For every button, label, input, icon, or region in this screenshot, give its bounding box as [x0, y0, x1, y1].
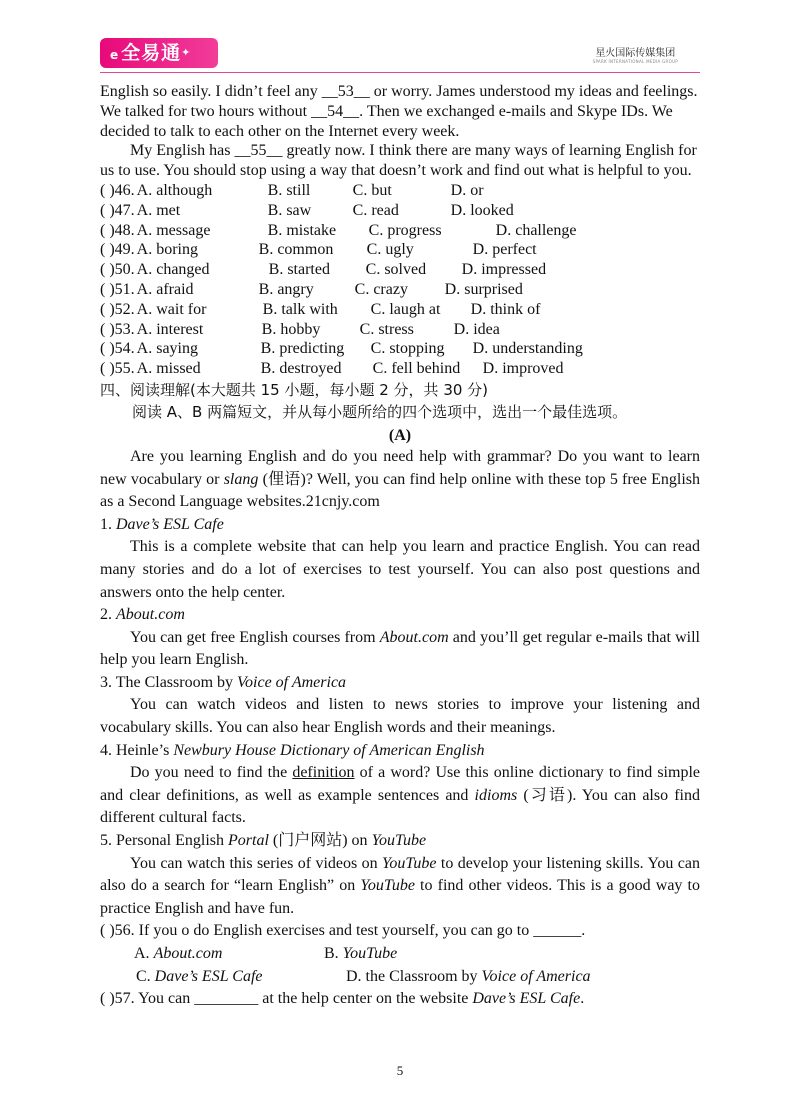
site-heading-3	[100, 672, 700, 695]
option-d: D. idea	[453, 320, 500, 338]
question-number: ( )50.	[100, 261, 135, 279]
text-span: Are you learning English and do you need help with grammar? Do you want to learn new vocabulary or	[100, 447, 700, 488]
option-c	[136, 966, 346, 989]
option-b: B. mistake	[267, 221, 337, 239]
site-title: Newbury House Dictionary of American English	[173, 741, 485, 759]
option-a: A. saying	[136, 340, 198, 358]
option-c: C. but	[352, 181, 392, 199]
option-a: A. message	[136, 221, 211, 239]
reading-intro	[100, 446, 700, 514]
option-a: A. missed	[136, 360, 201, 378]
question-56: ( )56. If you o do English exercises and test yourself, you can go to ______.	[100, 922, 586, 940]
option-a: A. boring	[136, 241, 198, 259]
option-d: D. understanding	[472, 340, 583, 358]
option-text: YouTube	[342, 945, 398, 963]
option-row	[100, 300, 700, 320]
site-heading-1	[100, 514, 700, 537]
passage-paragraph: English so easily. I didn’t feel any __53__ or worry. James understood my ideas and feelings. We talked for two hours without __54__. Then we exchanged e-mails and Skype IDs. We decided to talk to each other on the Internet every week.	[100, 83, 698, 140]
site-title-inline: YouTube	[360, 877, 415, 895]
question-56-options-row2	[100, 966, 700, 989]
text-span: to find other videos. This is a good way to practice English and have fun.	[100, 877, 700, 917]
text-span: (俚语)? Well, you can find help online with these top 5 free English as a Second Language websites.21cnjy.com	[100, 470, 700, 511]
option-a: A. wait for	[136, 300, 207, 318]
option-b: B. destroyed	[260, 360, 342, 378]
option-a: A. interest	[136, 320, 204, 338]
option-row	[100, 221, 700, 241]
logo-text: 全易通	[121, 42, 182, 64]
site-title-inline: About.com	[379, 628, 449, 646]
page-content	[100, 82, 700, 1011]
site-number: 1.	[100, 515, 116, 533]
text-span: of a word? Use this online dictionary to find simple and clear definitions, as well as example sentences and	[100, 764, 700, 804]
option-a: A. afraid	[136, 280, 194, 298]
option-d: D. challenge	[495, 221, 577, 239]
page-header	[100, 38, 700, 72]
option-c: C. fell behind	[372, 360, 461, 378]
option-row	[100, 359, 700, 379]
option-text: About.com	[153, 945, 223, 963]
option-row	[100, 201, 700, 221]
option-text: Dave’s ESL Cafe	[154, 967, 263, 985]
site-heading-5	[100, 830, 700, 853]
question-number: ( )53.	[100, 320, 135, 338]
option-row	[100, 320, 700, 340]
option-d: D. or	[450, 181, 484, 199]
option-d: D. impressed	[461, 261, 547, 279]
option-b: B. still	[267, 181, 311, 199]
part-title: (A)	[388, 426, 412, 444]
text-span: (门户网站) on	[268, 832, 372, 850]
option-a: A. changed	[136, 261, 210, 279]
text-span: and you’ll get regular e-mails that will help you learn English.	[100, 628, 700, 669]
question-57	[100, 988, 700, 1011]
question-number: ( )51.	[100, 280, 135, 298]
site-title: About.com	[116, 606, 185, 624]
question-number: ( )49.	[100, 241, 135, 259]
site-number: 5. Personal English	[100, 832, 228, 850]
section-heading: 四、阅读理解(本大题共 15 小题，每小题 2 分，共 30 分)	[100, 380, 489, 399]
option-a	[134, 943, 324, 966]
option-c: C. crazy	[354, 280, 408, 298]
text-span: You can get free English courses from	[130, 628, 380, 646]
section-instruction: 阅读 A、B 两篇短文，并从每小题所给的四个选项中，选出一个最佳选项。	[132, 402, 628, 421]
option-a: A. met	[136, 201, 181, 219]
option-d: D. improved	[482, 360, 564, 378]
brand-name-en: SPARK INTERNATIONAL MEDIA GROUP	[592, 59, 678, 64]
option-c: C. stopping	[370, 340, 445, 358]
option-b: B. talk with	[262, 300, 338, 318]
question-number: ( )54.	[100, 340, 135, 358]
option-c: C. ugly	[366, 241, 414, 259]
brand-name-cn: 星火国际传媒集团	[595, 48, 676, 59]
option-c: C. laugh at	[370, 300, 441, 318]
site-number: 2.	[100, 606, 116, 624]
option-row	[100, 280, 700, 300]
text-span: to develop your listening skills. You can also do a search for “learn English” on	[100, 854, 700, 895]
question-number: ( )48.	[100, 221, 135, 239]
option-d: D. surprised	[444, 280, 523, 298]
option-letter: B.	[324, 945, 343, 963]
header-divider	[100, 72, 700, 73]
text-span: (习语). You can also find different cultural facts.	[100, 786, 700, 827]
site-description-4	[100, 762, 700, 830]
option-row	[100, 260, 700, 280]
option-letter: A.	[134, 945, 154, 963]
cloze-options	[100, 181, 700, 379]
question-number: ( )46.	[100, 181, 135, 199]
option-b: B. common	[258, 241, 334, 259]
question-number: ( )47.	[100, 201, 135, 219]
question-56-options-row1	[100, 943, 700, 966]
option-row	[100, 181, 700, 201]
option-c: C. progress	[368, 221, 442, 239]
site-title-inline: YouTube	[381, 854, 437, 872]
question-stem: ( )57. You can ________ at the help center on the website	[100, 990, 473, 1008]
option-c: C. stress	[359, 320, 414, 338]
text-span: You can watch this series of videos on	[130, 854, 382, 872]
passage-paragraph: My English has __55__ greatly now. I think there are many ways of learning English for us to use. You should stop using a way that doesn’t work and find out what is helpful to you.	[100, 142, 697, 180]
site-description-2	[100, 627, 700, 672]
option-a: A. although	[136, 181, 213, 199]
site-heading-2	[100, 604, 700, 627]
text-span: Do you need to find the	[130, 764, 293, 782]
option-b: B. saw	[267, 201, 312, 219]
logo: e 全易通✦	[100, 38, 218, 68]
option-b: B. started	[268, 261, 330, 279]
site-description-3: You can watch videos and listen to news stories to improve your listening and vocabulary skills. You can also hear English words and their meanings.	[100, 696, 700, 737]
site-description-1: This is a complete website that can help you learn and practice English. You can read many stories and do a lot of exercises to test yourself. You can also post questions and answers onto the help center.	[100, 538, 700, 601]
option-c: C. read	[352, 201, 399, 219]
option-b: B. hobby	[261, 320, 321, 338]
option-d	[346, 968, 591, 985]
option-text: Voice of America	[481, 967, 591, 985]
option-d: D. perfect	[472, 241, 537, 259]
term-slang: slang	[223, 470, 259, 488]
publisher-brand	[593, 44, 678, 64]
option-letter: D. the Classroom by	[346, 967, 482, 985]
site-description-5	[100, 853, 700, 921]
site-title: YouTube	[371, 832, 427, 850]
option-row	[100, 240, 700, 260]
site-heading-4	[100, 740, 700, 763]
option-c: C. solved	[365, 261, 427, 279]
text-span: .	[580, 990, 585, 1008]
term-idioms: idioms	[474, 786, 518, 804]
option-row	[100, 339, 700, 359]
site-title: Voice of America	[237, 673, 347, 691]
site-title: Dave’s ESL Cafe	[116, 515, 224, 533]
option-letter: C.	[136, 967, 155, 985]
option-d: D. looked	[450, 201, 514, 219]
option-b: B. angry	[258, 280, 314, 298]
option-d: D. think of	[470, 300, 541, 318]
question-number: ( )52.	[100, 300, 135, 318]
underlined-word: definition	[292, 764, 355, 782]
option-b	[324, 945, 397, 962]
option-b: B. predicting	[260, 340, 345, 358]
site-title-inline: Dave’s ESL Cafe	[472, 990, 581, 1008]
question-number: ( )55.	[100, 360, 135, 378]
term-portal: Portal	[228, 832, 269, 850]
site-number: 4. Heinle’s	[100, 741, 174, 759]
site-number: 3. The Classroom by	[100, 673, 238, 691]
page-number: 5	[396, 1063, 404, 1078]
